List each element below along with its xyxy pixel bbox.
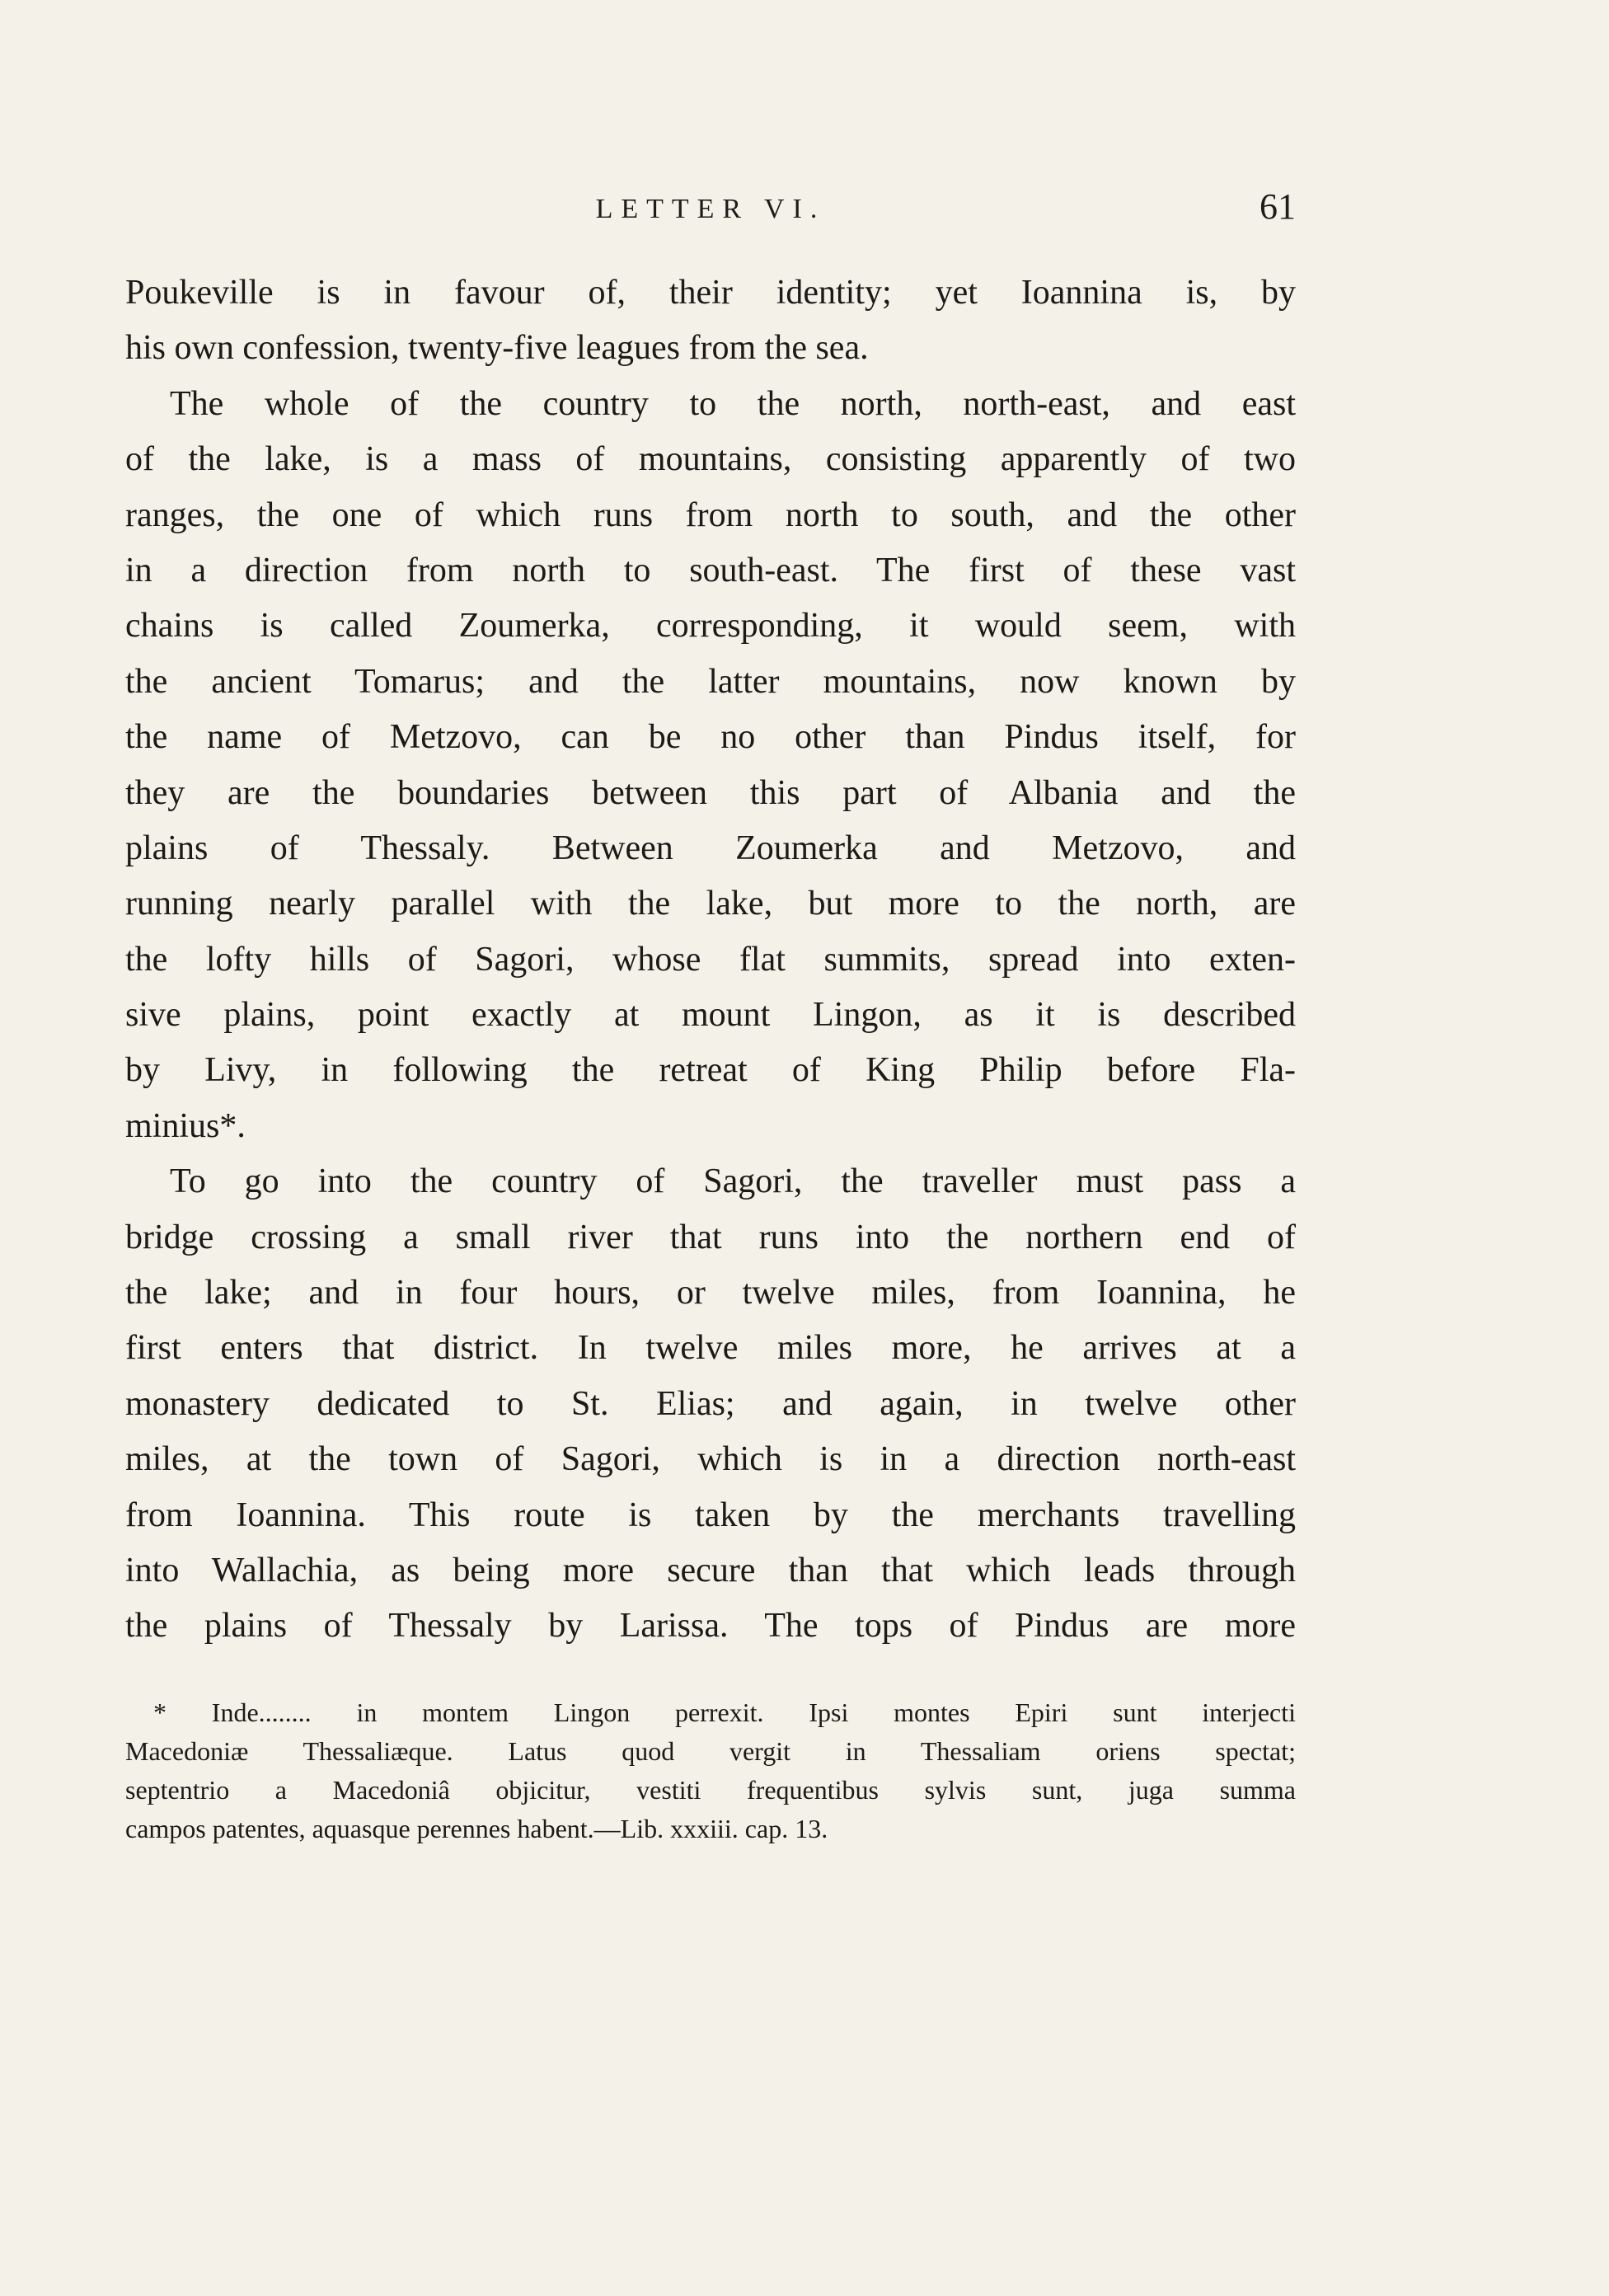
- text-line: the ancient Tomarus; and the latter mountains, now known by: [125, 662, 1296, 701]
- footnote-line: Macedoniæ Thessaliæque. Latus quod vergit in Thessaliam oriens spectat;: [125, 1736, 1296, 1766]
- text-line: first enters that district. In twelve miles more, he arrives at a: [125, 1329, 1296, 1368]
- text-line: the lake; and in four hours, or twelve miles, from Ioannina, he: [125, 1274, 1296, 1312]
- text-line: plains of Thessaly. Between Zoumerka and Metzovo, and: [125, 829, 1296, 867]
- page-header: [125, 185, 1296, 243]
- text-line: running nearly parallel with the lake, but more to the north, are: [125, 885, 1296, 923]
- text-line: by Livy, in following the retreat of King Philip before Fla-: [125, 1051, 1296, 1090]
- text-line: his own confession, twenty-five leagues from the sea.: [125, 329, 869, 368]
- footnote-line: * Inde........ in montem Lingon perrexit. Ipsi montes Epiri sunt interjecti: [153, 1697, 1296, 1727]
- text-line: the plains of Thessaly by Larissa. The tops of Pindus are more: [125, 1607, 1296, 1646]
- text-line: from Ioannina. This route is taken by the merchants travelling: [125, 1495, 1296, 1534]
- text-line: in a direction from north to south-east. The first of these vast: [125, 551, 1296, 589]
- text-line: miles, at the town of Sagori, which is in a direction north-east: [125, 1440, 1296, 1479]
- text-line: Poukeville is in favour of, their identity; yet Ioannina is, by: [125, 274, 1296, 312]
- text-line: minius*.: [125, 1106, 246, 1145]
- text-line: sive plains, point exactly at mount Lingon, as it is described: [125, 996, 1296, 1035]
- text-line: To go into the country of Sagori, the traveller must pass a: [170, 1162, 1296, 1201]
- body-text: [125, 265, 1296, 1655]
- text-line: The whole of the country to the north, north-east, and east: [170, 384, 1296, 423]
- page-number: 61: [1260, 186, 1296, 227]
- text-line: chains is called Zoumerka, corresponding, it would seem, with: [125, 607, 1296, 646]
- text-line: monastery dedicated to St. Elias; and again, in twelve other: [125, 1384, 1296, 1423]
- text-line: bridge crossing a small river that runs into the northern end of: [125, 1218, 1296, 1256]
- footnote-line: septentrio a Macedoniâ objicitur, vestiti frequentibus sylvis sunt, juga summa: [125, 1775, 1296, 1805]
- text-line: the name of Metzovo, can be no other than Pindus itself, for: [125, 718, 1296, 757]
- text-line: ranges, the one of which runs from north to south, and the other: [125, 495, 1296, 534]
- text-line: of the lake, is a mass of mountains, consisting apparently of two: [125, 440, 1296, 479]
- footnote-line: campos patentes, aquasque perennes habent.—Lib. xxxiii. cap. 13.: [125, 1814, 828, 1843]
- text-line: they are the boundaries between this part of Albania and the: [125, 773, 1296, 812]
- footnote: [125, 1693, 1296, 1848]
- text-line: into Wallachia, as being more secure than that which leads through: [125, 1551, 1296, 1589]
- running-head: LETTER VI.: [595, 194, 826, 224]
- text-line: the lofty hills of Sagori, whose flat summits, spread into exten-: [125, 940, 1296, 979]
